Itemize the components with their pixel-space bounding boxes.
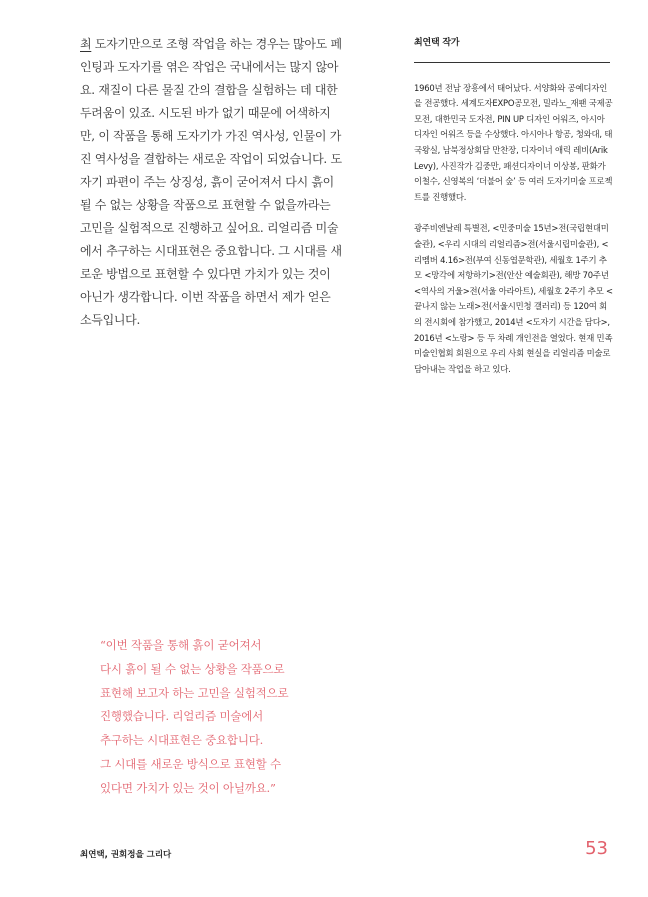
quote-line: “이번 작품을 통해 흙이 굳어져서 [100,638,262,652]
page-number: 53 [585,838,608,859]
main-paragraph [80,33,342,332]
bio-paragraph-1: 1960년 전남 장흥에서 태어났다. 서양화와 공예디자인을 전공했다. 세계도자EXPO공모전, 밀라노_재팬 국제공모전, 대한민국 도자전, PIN UP 디자인 어워즈, 아시아 디자인 어워즈 등을 수상했다. 아시아나 항공, 청와대, 태국왕실, 남북정상회담 만찬장, 디자이너 애릭 레비(Arik Levy), 사진작가 김중만, 패션디자이너 이상봉, 판화가 이철수, 신영복의 ‘더불어 숲’ 등 여러 도자기미술 프로젝트를 진행했다. [414,82,613,202]
pull-quote [100,634,340,801]
bio-title: 최연택 작가 [414,36,610,63]
artist-bio [414,36,624,393]
quote-line: 다시 흙이 될 수 없는 상황을 작품으로 [100,661,285,676]
footer-title: 최연택, 권회정을 그리다 [80,850,172,860]
quote-line: 표현해 보고자 하는 고민을 실험적으로 [100,685,289,700]
quote-line: 그 시대를 새로운 방식으로 표현할 수 [100,756,281,771]
drop-initial: 최 [80,37,92,51]
main-paragraph-text: 도자기만으로 조형 작업을 하는 경우는 많아도 페인팅과 도자기를 엮은 작업은 국내에서는 많지 않아요. 재질이 다른 물질 간의 결합을 실험하는 데 대한 두려움이 있죠. 시도된 바가 없기 때문에 어색하지만, 이 작품을 통해 도자기가 가진 역사성, 인물이 가진 역사성을 결합하는 새로운 작업이 되었습니다. 도자기 파편이 주는 상징성, 흙이 굳어져서 다시 흙이 될 수 없는 상황을 작품으로 표현할 수 없을까라는 고민을 실험적으로 진행하고 싶어요. 리얼리즘 미술에서 추구하는 시대표현은 중요합니다. 그 시대를 새로운 방법으로 표현할 수 있다면 가치가 있는 것이 아닌가 생각합니다. 이번 작품을 하면서 제가 얻은 소득입니다. [80,37,342,327]
quote-line: 진행했습니다. 리얼리즘 미술에서 [100,709,264,724]
quote-line: 있다면 가치가 있는 것이 아닐까요.” [100,780,276,795]
main-body-text [80,33,342,332]
quote-line: 추구하는 시대표현은 중요합니다. [100,733,264,748]
bio-paragraph-2: 광주비엔날레 특별전, <민중미술 15년>전(국립현대미술관), <우리 시대의 리얼리즘>전(서울시립미술관), <리멤버 4.16>전(부여 신동엽문학관), 세월호 1주기 추모 <망각에 저항하기>전(안산 예술회관), 해방 70주년 <역사의 거울>전(서울 아라아트), 세월호 2주기 추모 <끝나지 않는 노래>전(서울시민청 갤러리) 등 120여 회의 전시회에 참가했고, 2014년 <도자기 시간을 담다>, 2016년 <노랑> 등 두 차례 개인전을 열었다. 현재 민족미술인협회 회원으로 우리 사회 현실을 리얼리즘 미술로 담아내는 작업을 하고 있다. [414,223,613,374]
